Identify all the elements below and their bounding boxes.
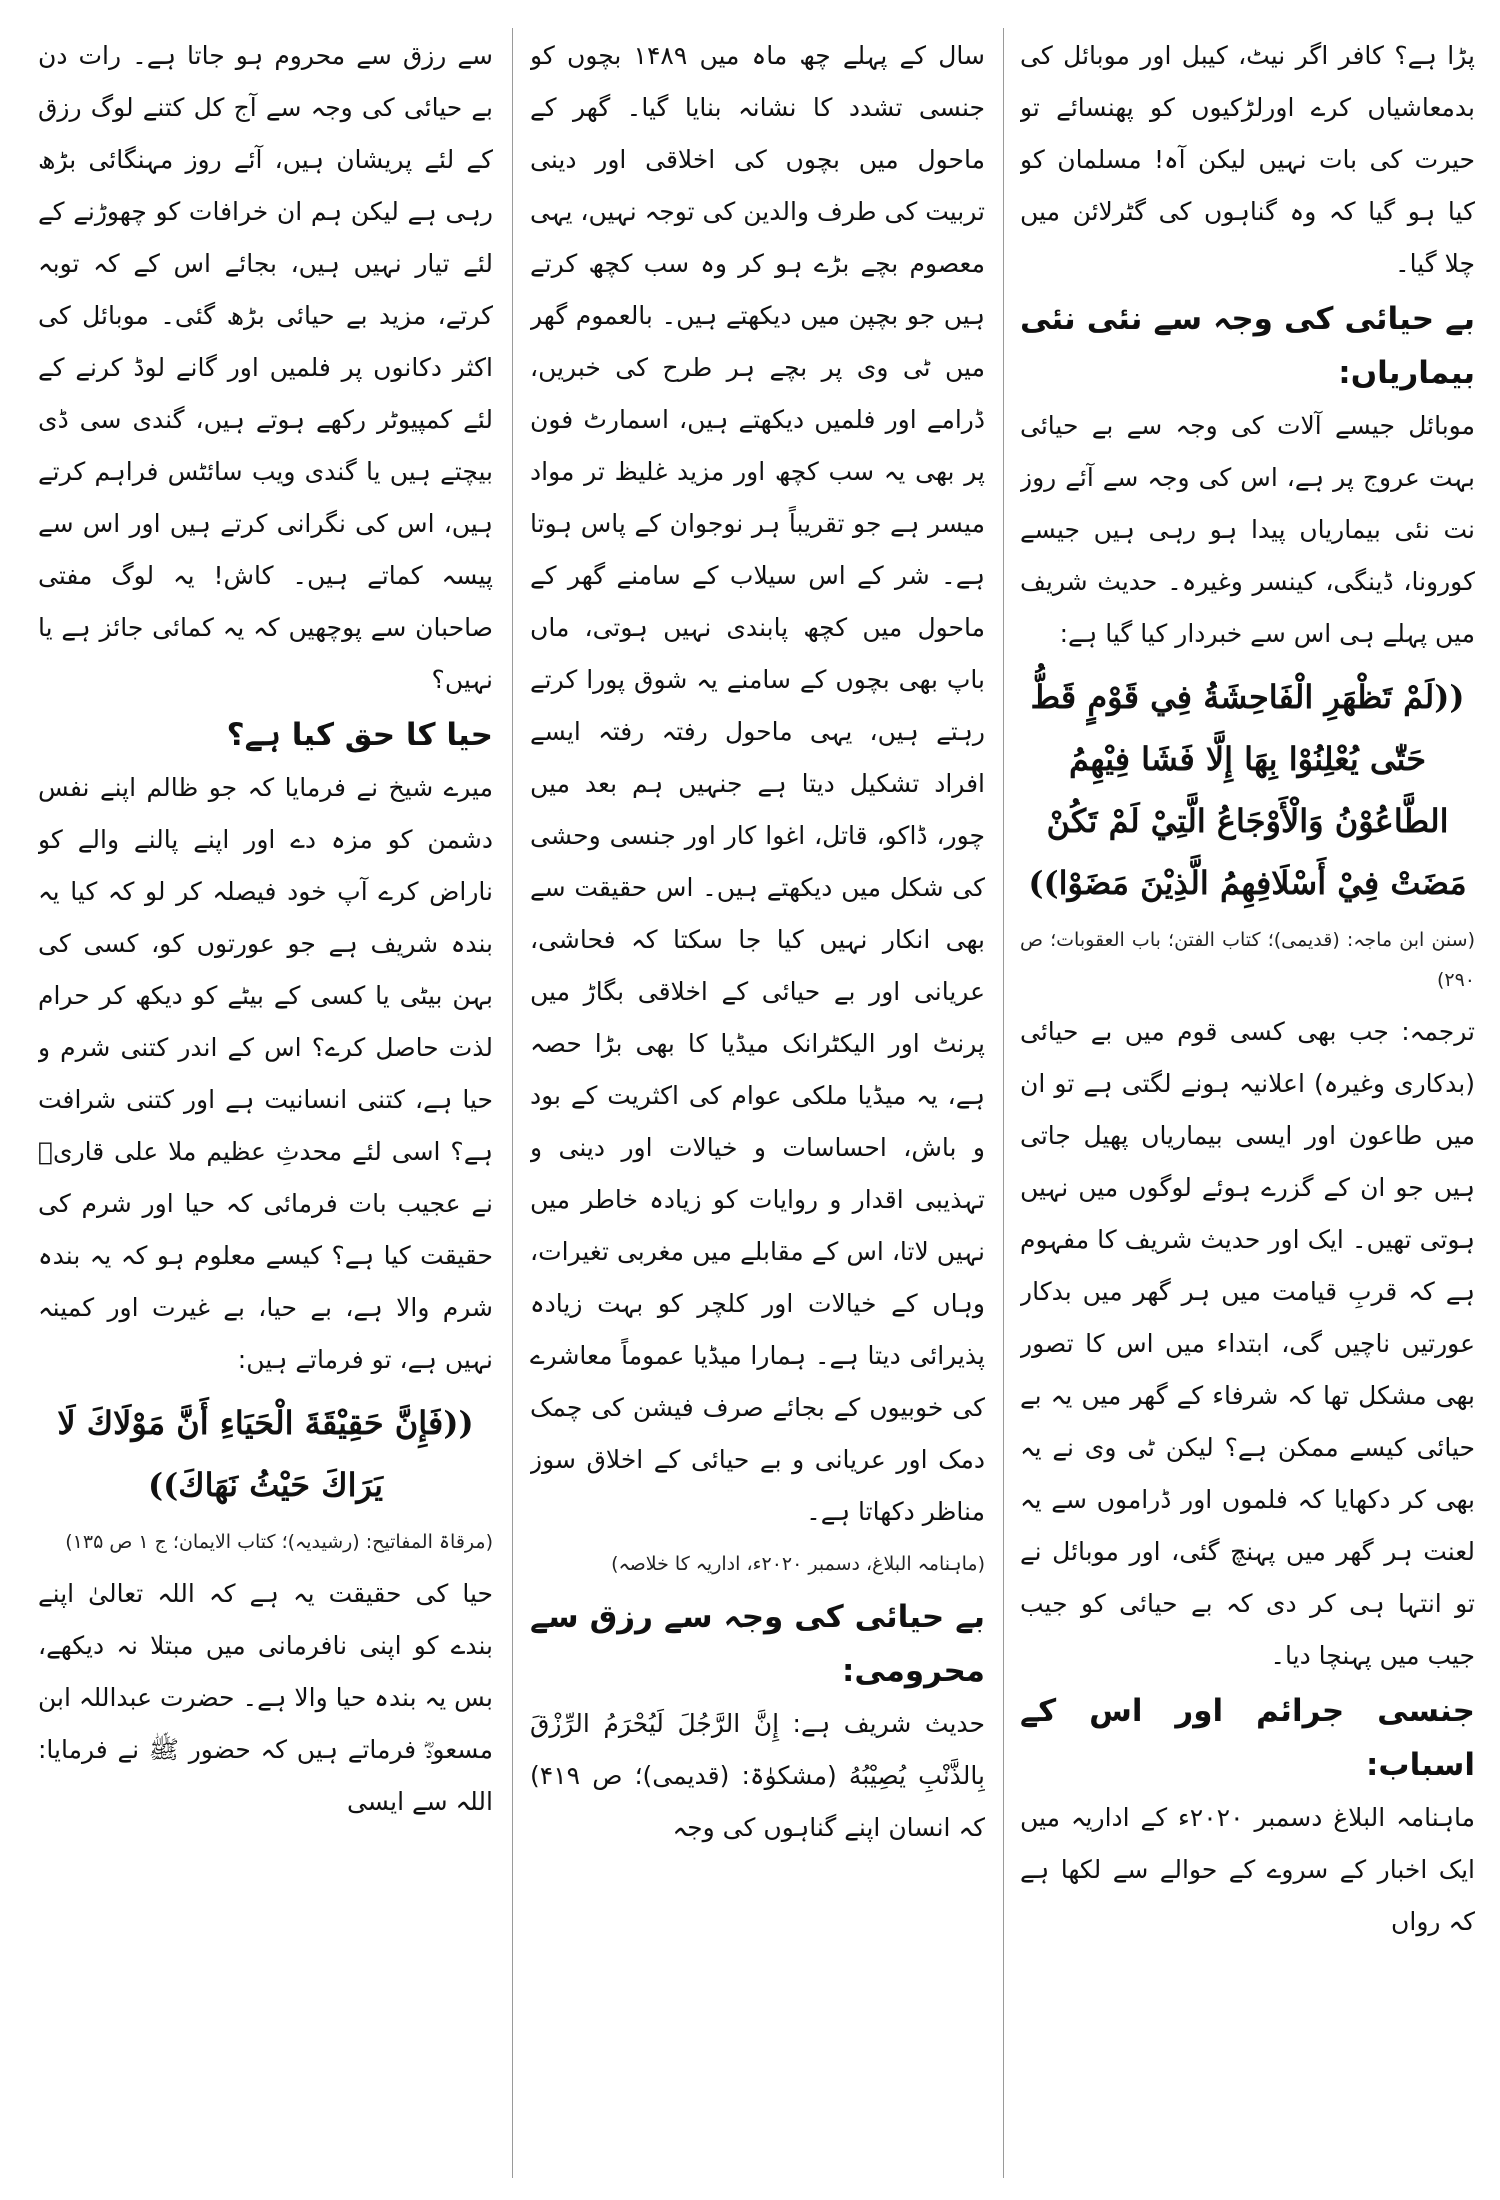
paragraph: حیا کی حقیقت یہ ہے کہ اللہ تعالیٰ اپنے بندے کو اپنی نافرمانی میں مبتلا نہ دیکھے، بس یہ بندہ حیا والا ہے۔ حضرت عبداللہ ابن مسعودؓ فرماتے ہیں کہ حضور ﷺ نے فرمایا: اللہ سے ایسی [38, 1579, 493, 1816]
section-heading: بے حیائی کی وجہ سے نئی نئی بیماریاں: [1020, 301, 1475, 391]
paragraph: ماہنامہ البلاغ دسمبر ۲۰۲۰ء کے اداریہ میں ایک اخبار کے سروے کے حوالے سے لکھا ہے کہ رواں [1020, 1803, 1475, 1936]
arabic-hadith: ((لَمْ تَظْهَرِ الْفَاحِشَةُ فِي قَوْمٍ قَطُّ حَتّٰى يُعْلِنُوْا بِهَا إِلَّا فَشَا فِيْهِمُ الطَّاعُوْنُ وَالْأَوْجَاعُ الَّتِيْ لَمْ تَكُنْ مَضَتْ فِيْ أَسْلَافِهِمُ الَّذِيْنَ مَضَوْا)) [1028, 678, 1467, 902]
citation: (مرقاۃ المفاتیح: (رشیدیہ)؛ کتاب الایمان؛ ج ۱ ص ۱۳۵) [65, 1531, 493, 1553]
paragraph: سے رزق سے محروم ہو جاتا ہے۔ رات دن بے حیائی کی وجہ سے آج کل کتنے لوگ رزق کے لئے پریشان ہیں، آئے روز مہنگائی بڑھ رہی ہے لیکن ہم ان خرافات کو چھوڑنے کے لئے تیار نہیں ہیں، بجائے اس کے کہ توبہ کرتے، مزید بے حیائی بڑھ گئی۔ موبائل کی اکثر دکانوں پر فلمیں اور گانے لوڈ کرنے کے لئے کمپیوٹر رکھے ہوتے ہیں، گندی سی ڈی بیچتے ہیں یا گندی ویب سائٹس فراہم کرتے ہیں، اس کی نگرانی کرتے ہیں اور اس سے پیسہ کماتے ہیں۔ کاش! یہ لوگ مفتی صاحبان سے پوچھیں کہ یہ کمائی جائز ہے یا نہیں؟ [38, 41, 493, 694]
paragraph: ترجمہ: جب بھی کسی قوم میں بے حیائی (بدکاری وغیرہ) اعلانیہ ہونے لگتی ہے تو ان میں طاعون اور ایسی بیماریاں پھیل جاتی ہیں جو ان کے گزرے ہوئے لوگوں میں نہیں ہوتی تھیں۔ ایک اور حدیث شریف کا مفہوم ہے کہ قربِ قیامت میں ہر گھر میں بدکار عورتیں ناچیں گی، ابتداء میں اس کا تصور بھی مشکل تھا کہ شرفاء کے گھر میں یہ بے حیائی کیسے ممکن ہے؟ لیکن ٹی وی نے یہ بھی کر دکھایا کہ فلموں اور ڈراموں سے یہ لعنت ہر گھر میں پہنچ گئی، اور موبائل نے تو انتہا ہی کر دی کہ بے حیائی کو جیب جیب میں پہنچا دیا۔ [1020, 1017, 1475, 1670]
column-middle [530, 30, 985, 2180]
paragraph: حدیث شریف ہے: إِنَّ الرَّجُلَ لَيُحْرَمُ الرِّزْقَ بِالذَّنْبِ يُصِيْبُهُ (مشکوٰۃ: (قدیمی)؛ ص ۴۱۹) کہ انسان اپنے گناہوں کی وجہ [530, 1709, 985, 1842]
column-right [1020, 30, 1475, 2180]
paragraph: میرے شیخ نے فرمایا کہ جو ظالم اپنے نفس دشمن کو مزہ دے اور اپنے پالنے والے کو ناراض کرے آپ خود فیصلہ کر لو کہ کیا یہ بندہ شریف ہے جو عورتوں کو، کسی کی بہن بیٹی یا کسی کے بیٹے کو دیکھ کر حرام لذت حاصل کرے؟ اس کے اندر کتنی شرم و حیا ہے، کتنی انسانیت ہے اور کتنی شرافت ہے؟ اسی لئے محدثِ عظیم ملا علی قاریؒ نے عجیب بات فرمائی کہ حیا اور شرم کی حقیقت کیا ہے؟ کیسے معلوم ہو کہ یہ بندہ شرم والا ہے، بے حیا، بے غیرت اور کمینہ نہیں ہے، تو فرماتے ہیں: [38, 773, 493, 1374]
paragraph: پڑا ہے؟ کافر اگر نیٹ، کیبل اور موبائل کی بدمعاشیاں کرے اورلڑکیوں کو پھنسائے تو حیرت کی بات نہیں لیکن آہ! مسلمان کو کیا ہو گیا کہ وہ گناہوں کی گٹرلائن میں چلا گیا۔ [1020, 41, 1475, 278]
column-left [38, 30, 493, 2180]
column-divider [512, 28, 513, 2178]
paragraph: سال کے پہلے چھ ماہ میں ۱۴۸۹ بچوں کو جنسی تشدد کا نشانہ بنایا گیا۔ گھر کے ماحول میں بچوں کی اخلاقی اور دینی تربیت کی طرف والدین کی توجہ نہیں، یہی معصوم بچے بڑے ہو کر وہ سب کچھ کرتے ہیں جو بچپن میں دیکھتے ہیں۔ بالعموم گھر میں ٹی وی پر بچے ہر طرح کی خبریں، ڈرامے اور فلمیں دیکھتے ہیں، اسمارٹ فون پر بھی یہ سب کچھ اور مزید غلیظ تر مواد میسر ہے جو تقریباً ہر نوجوان کے پاس ہوتا ہے۔ شر کے اس سیلاب کے سامنے گھر کے ماحول میں کچھ پابندی نہیں ہوتی، ماں باپ بھی بچوں کے سامنے یہ شوق پورا کرتے رہتے ہیں، یہی ماحول رفتہ رفتہ ایسے افراد تشکیل دیتا ہے جنہیں ہم بعد میں چور، ڈاکو، قاتل، اغوا کار اور جنسی وحشی کی شکل میں دیکھتے ہیں۔ اس حقیقت سے بھی انکار نہیں کیا جا سکتا کہ فحاشی، عریانی اور بے حیائی کے اخلاقی بگاڑ میں پرنٹ اور الیکٹرانک میڈیا کا بھی بڑا حصہ ہے، یہ میڈیا ملکی عوام کی اکثریت کے بود و باش، احساسات و خیالات اور دینی و تہذیبی اقدار و روایات کو زیادہ خاطر میں نہیں لاتا، اس کے مقابلے میں مغربی تغیرات، وہاں کے خیالات اور کلچر کو بہت زیادہ پذیرائی دیتا ہے۔ ہمارا میڈیا عموماً معاشرے کی خوبیوں کے بجائے صرف فیشن کی چمک دمک اور عریانی و بے حیائی کے اخلاق سوز مناظر دکھاتا ہے۔ [530, 41, 985, 1526]
column-divider [1003, 28, 1004, 2178]
citation: (سنن ابن ماجہ: (قدیمی)؛ کتاب الفتن؛ باب العقوبات؛ ص ۲۹۰) [1020, 929, 1475, 991]
arabic-quote: ((فَإِنَّ حَقِيْقَةَ الْحَيَاءِ أَنَّ مَوْلَاكَ لَا يَرَاكَ حَيْثُ نَهَاكَ)) [57, 1404, 474, 1504]
citation: (ماہنامہ البلاغ، دسمبر ۲۰۲۰ء، اداریہ کا خلاصہ) [611, 1553, 985, 1575]
section-heading: بے حیائی کی وجہ سے رزق سے محرومی: [530, 1599, 985, 1689]
section-heading: جنسی جرائم اور اس کے اسباب: [1020, 1693, 1475, 1783]
paragraph: موبائل جیسے آلات کی وجہ سے بے حیائی بہت عروج پر ہے، اس کی وجہ سے آئے روز نت نئی بیماریاں پیدا ہو رہی ہیں جیسے کورونا، ڈینگی، کینسر وغیرہ۔ حدیث شریف میں پہلے ہی اس سے خبردار کیا گیا ہے: [1020, 411, 1475, 648]
section-heading: حیا کا حق کیا ہے؟ [226, 717, 493, 753]
